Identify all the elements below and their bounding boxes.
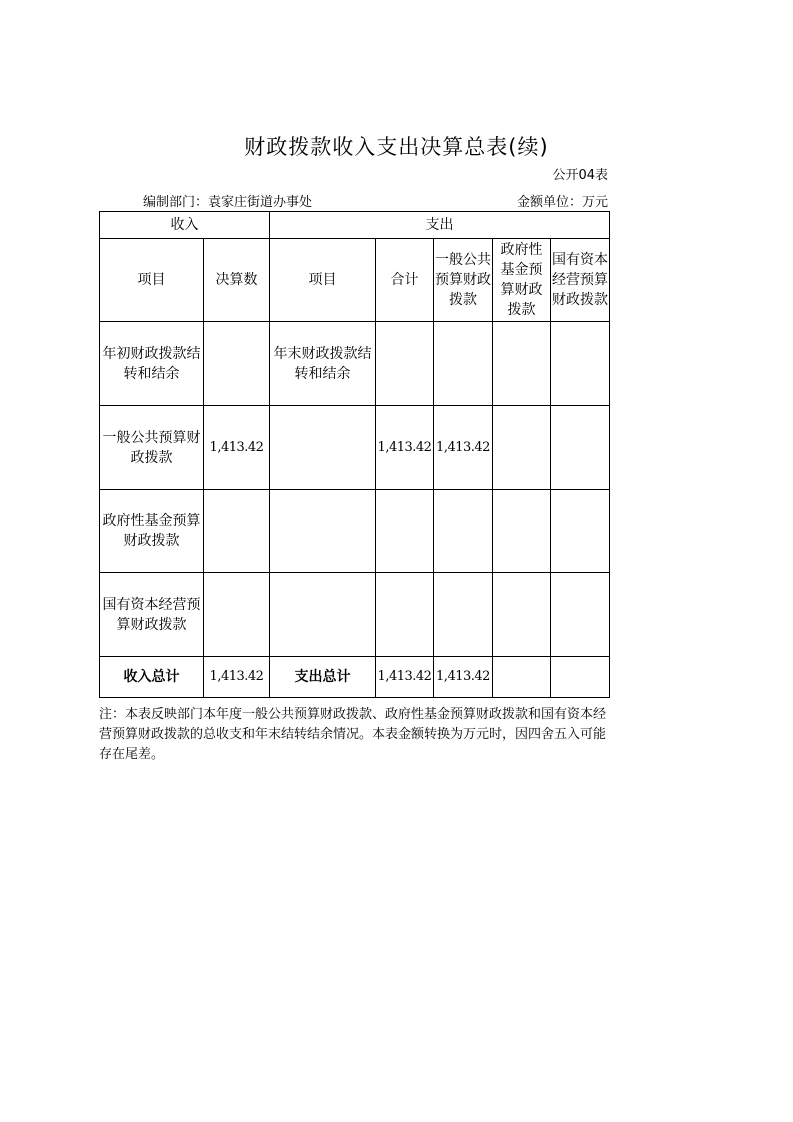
gov-fund-cell	[493, 573, 551, 657]
general-budget-cell: 1,413.42	[434, 657, 493, 698]
general-budget-header: 一般公共预算财政拨款	[434, 239, 493, 322]
gov-fund-cell	[493, 657, 551, 698]
header-row-1	[100, 212, 610, 239]
total-cell: 1,413.42	[376, 657, 434, 698]
state-capital-cell	[551, 573, 610, 657]
department-name: 袁家庄街道办事处	[208, 195, 313, 210]
department	[143, 191, 312, 210]
income-header: 收入	[100, 212, 270, 239]
state-capital-cell	[551, 322, 610, 406]
expense-item	[270, 573, 376, 657]
footnote: 注：本表反映部门本年度一般公共预算财政拨款、政府性基金预算财政拨款和国有资本经营预算财政拨款的总收支和年末结转结余情况。本表金额转换为万元时，因四舍五入可能存在尾差。	[99, 707, 607, 762]
income-amount	[204, 490, 270, 573]
appropriation-table	[99, 211, 610, 698]
income-amount-header: 决算数	[204, 239, 270, 322]
expense-item: 年末财政拨款结转和结余	[270, 322, 376, 406]
totals-row	[100, 657, 610, 698]
general-budget-cell	[434, 322, 493, 406]
table-row	[100, 406, 610, 490]
total-cell	[376, 322, 434, 406]
gov-fund-cell	[493, 406, 551, 490]
income-item: 国有资本经营预算财政拨款	[100, 573, 204, 657]
total-header: 合计	[376, 239, 434, 322]
table-row	[100, 322, 610, 406]
income-item-header: 项目	[100, 239, 204, 322]
page-title: 财政拨款收入支出决算总表(续)	[244, 135, 549, 159]
general-budget-cell	[434, 490, 493, 573]
gov-fund-header: 政府性基金预算财政拨款	[493, 239, 551, 322]
amount-unit: 金额单位：万元	[516, 195, 608, 210]
expense-item	[270, 490, 376, 573]
state-capital-cell	[551, 490, 610, 573]
table-row	[100, 490, 610, 573]
gov-fund-cell	[493, 490, 551, 573]
income-total-amount: 1,413.42	[204, 657, 270, 698]
total-cell	[376, 490, 434, 573]
state-capital-header: 国有资本经营预算财政拨款	[551, 239, 610, 322]
expense-item	[270, 406, 376, 490]
income-amount	[204, 322, 270, 406]
form-code: 公开04表	[552, 168, 608, 183]
expense-total-label: 支出总计	[270, 657, 376, 698]
meta-row	[99, 191, 608, 209]
general-budget-cell	[434, 573, 493, 657]
expense-header: 支出	[270, 212, 610, 239]
income-item: 一般公共预算财政拨款	[100, 406, 204, 490]
income-item: 政府性基金预算财政拨款	[100, 490, 204, 573]
state-capital-cell	[551, 657, 610, 698]
state-capital-cell	[551, 406, 610, 490]
table-row	[100, 573, 610, 657]
total-cell	[376, 573, 434, 657]
general-budget-cell: 1,413.42	[434, 406, 493, 490]
income-amount	[204, 573, 270, 657]
header-row-2	[100, 239, 610, 322]
gov-fund-cell	[493, 322, 551, 406]
expense-item-header: 项目	[270, 239, 376, 322]
income-item: 年初财政拨款结转和结余	[100, 322, 204, 406]
total-cell: 1,413.42	[376, 406, 434, 490]
income-total-label: 收入总计	[100, 657, 204, 698]
department-label: 编制部门：	[143, 195, 209, 210]
income-amount: 1,413.42	[204, 406, 270, 490]
